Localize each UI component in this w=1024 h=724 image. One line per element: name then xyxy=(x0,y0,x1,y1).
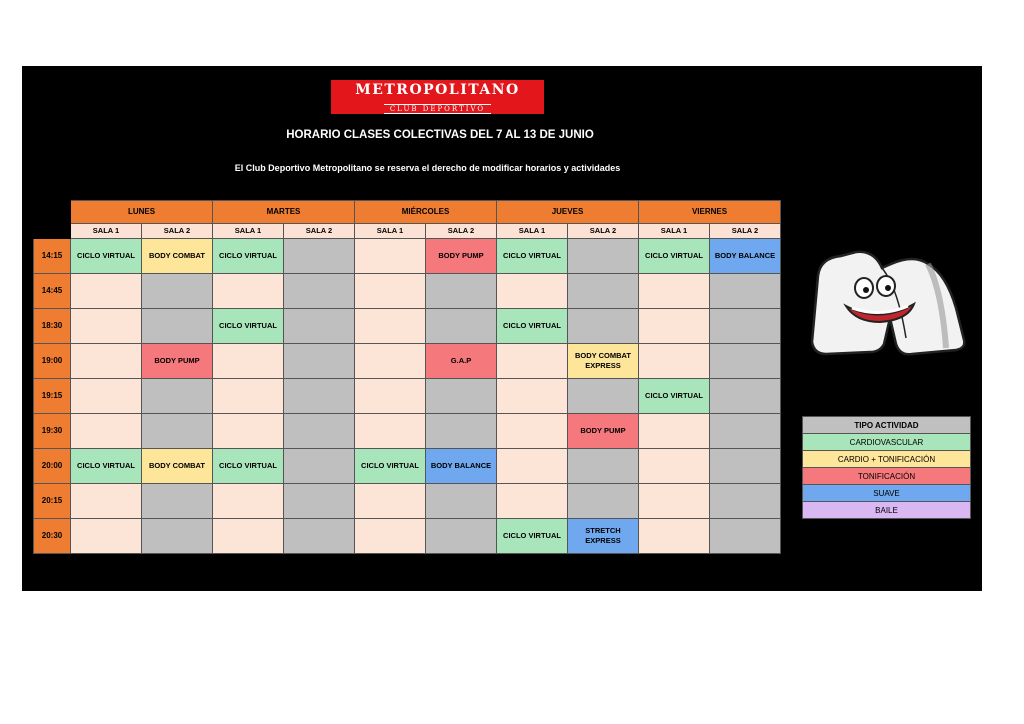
day-header: VIERNES xyxy=(639,201,781,224)
empty-cell xyxy=(497,344,568,379)
legend-item: CARDIO + TONIFICACIÓN xyxy=(803,451,971,468)
empty-cell xyxy=(426,414,497,449)
time-cell: 20:15 xyxy=(34,484,71,519)
empty-cell xyxy=(142,484,213,519)
empty-cell xyxy=(213,274,284,309)
empty-cell xyxy=(355,239,426,274)
schedule-row xyxy=(34,484,781,519)
schedule-row xyxy=(34,519,781,554)
day-header: JUEVES xyxy=(497,201,639,224)
empty-cell xyxy=(710,519,781,554)
empty-cell xyxy=(284,239,355,274)
empty-cell xyxy=(497,274,568,309)
empty-cell xyxy=(284,379,355,414)
empty-cell xyxy=(710,484,781,519)
sala-header: SALA 1 xyxy=(213,224,284,239)
empty-cell xyxy=(568,379,639,414)
empty-cell xyxy=(497,379,568,414)
day-header: MARTES xyxy=(213,201,355,224)
empty-cell xyxy=(710,274,781,309)
class-cell: BODY COMBAT EXPRESS xyxy=(568,344,639,379)
sala-header: SALA 2 xyxy=(426,224,497,239)
class-cell: CICLO VIRTUAL xyxy=(213,449,284,484)
time-cell: 14:15 xyxy=(34,239,71,274)
empty-cell xyxy=(284,344,355,379)
empty-cell xyxy=(355,379,426,414)
club-logo xyxy=(331,80,544,114)
page-title: HORARIO CLASES COLECTIVAS DEL 7 AL 13 DE JUNIO xyxy=(286,129,594,141)
class-cell: CICLO VIRTUAL xyxy=(213,239,284,274)
class-cell: CICLO VIRTUAL xyxy=(71,449,142,484)
empty-cell xyxy=(71,379,142,414)
empty-cell xyxy=(142,414,213,449)
empty-cell xyxy=(355,484,426,519)
class-cell: G.A.P xyxy=(426,344,497,379)
sala-header: SALA 2 xyxy=(284,224,355,239)
empty-cell xyxy=(142,379,213,414)
empty-cell xyxy=(213,414,284,449)
empty-cell xyxy=(568,239,639,274)
empty-cell xyxy=(142,274,213,309)
legend-item: TONIFICACIÓN xyxy=(803,468,971,485)
empty-cell xyxy=(710,379,781,414)
empty-cell xyxy=(355,274,426,309)
empty-cell xyxy=(213,379,284,414)
day-header: MIÉRCOLES xyxy=(355,201,497,224)
sala-header: SALA 2 xyxy=(568,224,639,239)
logo-brand: METROPOLITANO xyxy=(355,82,520,98)
empty-cell xyxy=(284,484,355,519)
schedule-row xyxy=(34,309,781,344)
empty-cell xyxy=(710,449,781,484)
day-header: LUNES xyxy=(71,201,213,224)
activity-legend xyxy=(802,416,971,519)
empty-cell xyxy=(497,484,568,519)
sala-header: SALA 1 xyxy=(639,224,710,239)
empty-cell xyxy=(497,449,568,484)
class-cell: CICLO VIRTUAL xyxy=(639,239,710,274)
class-cell: CICLO VIRTUAL xyxy=(71,239,142,274)
empty-cell xyxy=(71,344,142,379)
empty-cell xyxy=(213,484,284,519)
corner-cell xyxy=(34,224,71,239)
empty-cell xyxy=(355,519,426,554)
sala-header: SALA 1 xyxy=(71,224,142,239)
empty-cell xyxy=(568,449,639,484)
empty-cell xyxy=(355,309,426,344)
mascot-pupil-right xyxy=(885,285,891,291)
empty-cell xyxy=(710,344,781,379)
class-cell: CICLO VIRTUAL xyxy=(213,309,284,344)
time-cell: 20:30 xyxy=(34,519,71,554)
time-cell: 18:30 xyxy=(34,309,71,344)
empty-cell xyxy=(639,274,710,309)
mascot-pupil-left xyxy=(863,287,869,293)
empty-cell xyxy=(639,449,710,484)
empty-cell xyxy=(639,309,710,344)
empty-cell xyxy=(284,309,355,344)
empty-cell xyxy=(710,414,781,449)
schedule-row xyxy=(34,449,781,484)
time-cell: 19:30 xyxy=(34,414,71,449)
class-cell: CICLO VIRTUAL xyxy=(497,239,568,274)
empty-cell xyxy=(71,414,142,449)
empty-cell xyxy=(142,309,213,344)
empty-cell xyxy=(568,484,639,519)
schedule-table xyxy=(33,200,781,554)
empty-cell xyxy=(71,484,142,519)
empty-cell xyxy=(426,379,497,414)
empty-cell xyxy=(426,274,497,309)
empty-cell xyxy=(497,414,568,449)
class-cell: BODY PUMP xyxy=(426,239,497,274)
sala-header: SALA 2 xyxy=(142,224,213,239)
class-cell: CICLO VIRTUAL xyxy=(497,309,568,344)
legend-item: CARDIOVASCULAR xyxy=(803,434,971,451)
empty-cell xyxy=(284,414,355,449)
empty-cell xyxy=(426,484,497,519)
sala-header: SALA 1 xyxy=(355,224,426,239)
schedule-row xyxy=(34,344,781,379)
schedule-row xyxy=(34,274,781,309)
class-cell: BODY BALANCE xyxy=(426,449,497,484)
empty-cell xyxy=(568,274,639,309)
empty-cell xyxy=(426,309,497,344)
schedule-row xyxy=(34,239,781,274)
sala-header: SALA 1 xyxy=(497,224,568,239)
empty-cell xyxy=(639,519,710,554)
time-cell: 20:00 xyxy=(34,449,71,484)
class-cell: STRETCH EXPRESS xyxy=(568,519,639,554)
schedule-notice: El Club Deportivo Metropolitano se reserva el derecho de modificar horarios y actividades xyxy=(234,163,621,173)
legend-item: SUAVE xyxy=(803,485,971,502)
time-cell: 19:00 xyxy=(34,344,71,379)
empty-cell xyxy=(639,344,710,379)
empty-cell xyxy=(71,519,142,554)
class-cell: BODY PUMP xyxy=(142,344,213,379)
empty-cell xyxy=(639,484,710,519)
empty-cell xyxy=(284,449,355,484)
schedule-row xyxy=(34,379,781,414)
empty-cell xyxy=(213,344,284,379)
empty-cell xyxy=(639,414,710,449)
empty-cell xyxy=(284,519,355,554)
empty-cell xyxy=(213,519,284,554)
class-cell: CICLO VIRTUAL xyxy=(639,379,710,414)
empty-cell xyxy=(426,519,497,554)
empty-cell xyxy=(284,274,355,309)
corner-cell xyxy=(34,201,71,224)
sala-header: SALA 2 xyxy=(710,224,781,239)
class-cell: CICLO VIRTUAL xyxy=(497,519,568,554)
empty-cell xyxy=(355,414,426,449)
time-cell: 14:45 xyxy=(34,274,71,309)
time-cell: 19:15 xyxy=(34,379,71,414)
class-cell: CICLO VIRTUAL xyxy=(355,449,426,484)
empty-cell xyxy=(142,519,213,554)
legend-title: TIPO ACTIVIDAD xyxy=(803,417,971,434)
logo-subtitle: CLUB DEPORTIVO xyxy=(384,104,491,114)
empty-cell xyxy=(710,309,781,344)
class-cell: BODY BALANCE xyxy=(710,239,781,274)
class-cell: BODY COMBAT xyxy=(142,239,213,274)
class-cell: BODY PUMP xyxy=(568,414,639,449)
class-cell: BODY COMBAT xyxy=(142,449,213,484)
legend-item: BAILE xyxy=(803,502,971,519)
empty-cell xyxy=(568,309,639,344)
empty-cell xyxy=(71,309,142,344)
mascot-illustration xyxy=(796,248,972,366)
empty-cell xyxy=(355,344,426,379)
empty-cell xyxy=(71,274,142,309)
schedule-row xyxy=(34,414,781,449)
